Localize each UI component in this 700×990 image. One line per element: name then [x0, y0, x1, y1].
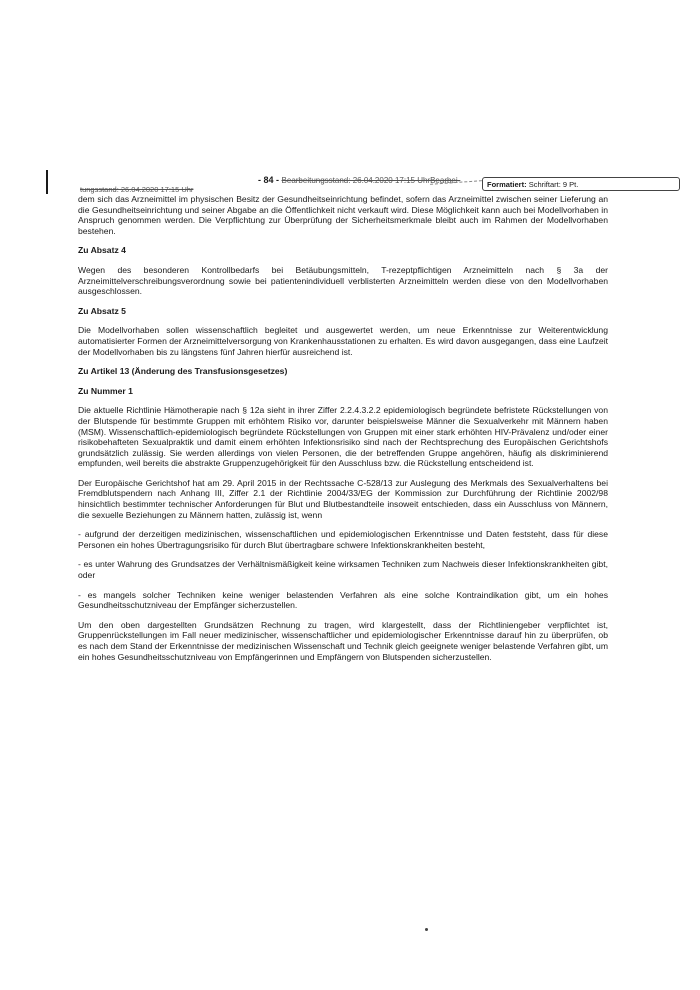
- format-comment: [482, 177, 680, 191]
- change-bar: [46, 170, 48, 194]
- document-body: [78, 194, 608, 671]
- paragraph: Wegen des besonderen Kontrollbedarfs bei Betäubungsmitteln, T-rezeptpflichtigen Arzneimitteln nach § 3a der Arzneimittelverschreibungsverordnung sowie bei patientenindividuell verblisterten Arzneimitteln werden diese von den Modellvorhaben ausgeschlossen.: [78, 264, 608, 297]
- paragraph: - es mangels solcher Techniken keine weniger belastenden Verfahren als eine solche Kontraindikation gibt, um ein hohes Gesundheitsschutzniveau der Empfänger sicherzustellen.: [78, 589, 608, 611]
- page-number: - 84 -: [258, 175, 280, 185]
- paragraph: Um den oben dargestellten Grundsätzen Rechnung zu tragen, wird klargestellt, dass der Richtliniengeber verpflichtet ist, Gruppenrückstellungen im Fall neuer medizinischer, wissenschaftlicher und epidemiologischer Erkenntnisse darauf hin zu überprüfen, ob es nach dem Stand der Erkenntnisse der medizinischen Wissenschaft und Technik gleich geeignete weniger belastende Verfahren gibt, um ein hohes Gesundheitsschutzniveau von Empfängerinnen und Empfängern von Blutspenden sicherzustellen.: [78, 619, 608, 662]
- format-label: Formatiert:: [487, 180, 527, 189]
- section-heading: Zu Absatz 4: [78, 245, 126, 256]
- section-heading: Zu Artikel 13 (Änderung des Transfusionsgesetzes): [78, 366, 288, 377]
- section-heading: Zu Nummer 1: [78, 385, 133, 396]
- paragraph: Der Europäische Gerichtshof hat am 29. April 2015 in der Rechtssache C-528/13 zur Auslegung des Merkmals des Sexualverhaltens bei Fremdblutspendern nach Anhang III, Ziffer 2.1 der Richtlinie 2004/33/EG der Kommission zur Durchführung der Richtlinie 2002/98 hinsichtlich bestimmter technischer Anforderungen für Blut und Blutbestandteile insoweit entschieden, dass ein Ausschluss von Männern, die sexuelle Beziehungen zu Männern hatten, zulässig ist, wenn: [78, 477, 608, 520]
- paragraph: - aufgrund der derzeitigen medizinischen, wissenschaftlichen und epidemiologischen Erkenntnisse und Daten feststeht, dass für diese Personen ein hohes Übertragungsrisiko für durch Blut übertragbare schwere Infektionskrankheiten besteht,: [78, 529, 608, 550]
- format-value: Schriftart: 9 Pt.: [528, 180, 579, 189]
- paragraph: - es unter Wahrung des Grundsatzes der Verhältnismäßigkeit keine wirksamen Techniken zum Nachweis dieser Infektionskrankheiten gibt, oder: [78, 559, 608, 581]
- section-heading: Zu Absatz 5: [78, 305, 126, 316]
- paragraph: Die aktuelle Richtlinie Hämotherapie nach § 12a sieht in ihrer Ziffer 2.2.4.3.2.2 epidemiologisch begründete befristete Rückstellungen von der Blutspende für bestimmte Gruppen mit erhöhtem Risiko vor, darunter beispielsweise Männer die Sexualverkehr mit Männern haben (MSM). Wissenschaftlich-epidemiologisch begründete Rückstellungen von Gruppen mit einer stark erhöhten HIV-Prävalenz und/oder einer risikobehafteten Sexualpraktik und damit einem erhöhten Infektionsrisiko sind nach der Rechtsprechung des Europäischen Gerichtshofs grundsätzlich zulässig. Sie werden allerdings von vielen Personen, die der betreffenden Gruppe angehören, häufig als diskriminierend empfunden, weil bereits die abstrakte Gruppenzugehörigkeit für den Ausschluss bzw. die Rückstellung entscheidend ist.: [78, 405, 608, 469]
- scan-mark: [425, 928, 428, 931]
- paragraph: Die Modellvorhaben sollen wissenschaftlich begleitet und ausgewertet werden, um neue Erkenntnisse zur Weiterentwicklung automatisierter Formen der Arzneimittelversorgung von Krankenhausstationen zu erhalten. Es wird davon ausgegangen, dass eine Laufzeit der Modellvorhaben bis zu längstens fünf Jahren hierfür ausreichend ist.: [78, 325, 608, 357]
- revision-old: tungsstand: 26.04.2020 17:15 Uhr: [80, 185, 194, 194]
- revision-new: Bearbeitungsstand: 26.04.2020 17:15 UhrBearbei-: [281, 176, 461, 185]
- paragraph: dem sich das Arzneimittel im physischen Besitz der Gesundheitseinrichtung befindet, sofern das Arzneimittel zwischen seiner Lieferung an die Gesundheitseinrichtung und seiner Abgabe an die Öffentlichkeit nicht verkauft wird. Diese Möglichkeit kann auch bei Modellvorhaben in Anspruch genommen werden. Die Verpflichtung zur Überprüfung der Sicherheitsmerkmale bleibt auch im Rahmen der Modellvorhaben bestehen.: [78, 194, 608, 236]
